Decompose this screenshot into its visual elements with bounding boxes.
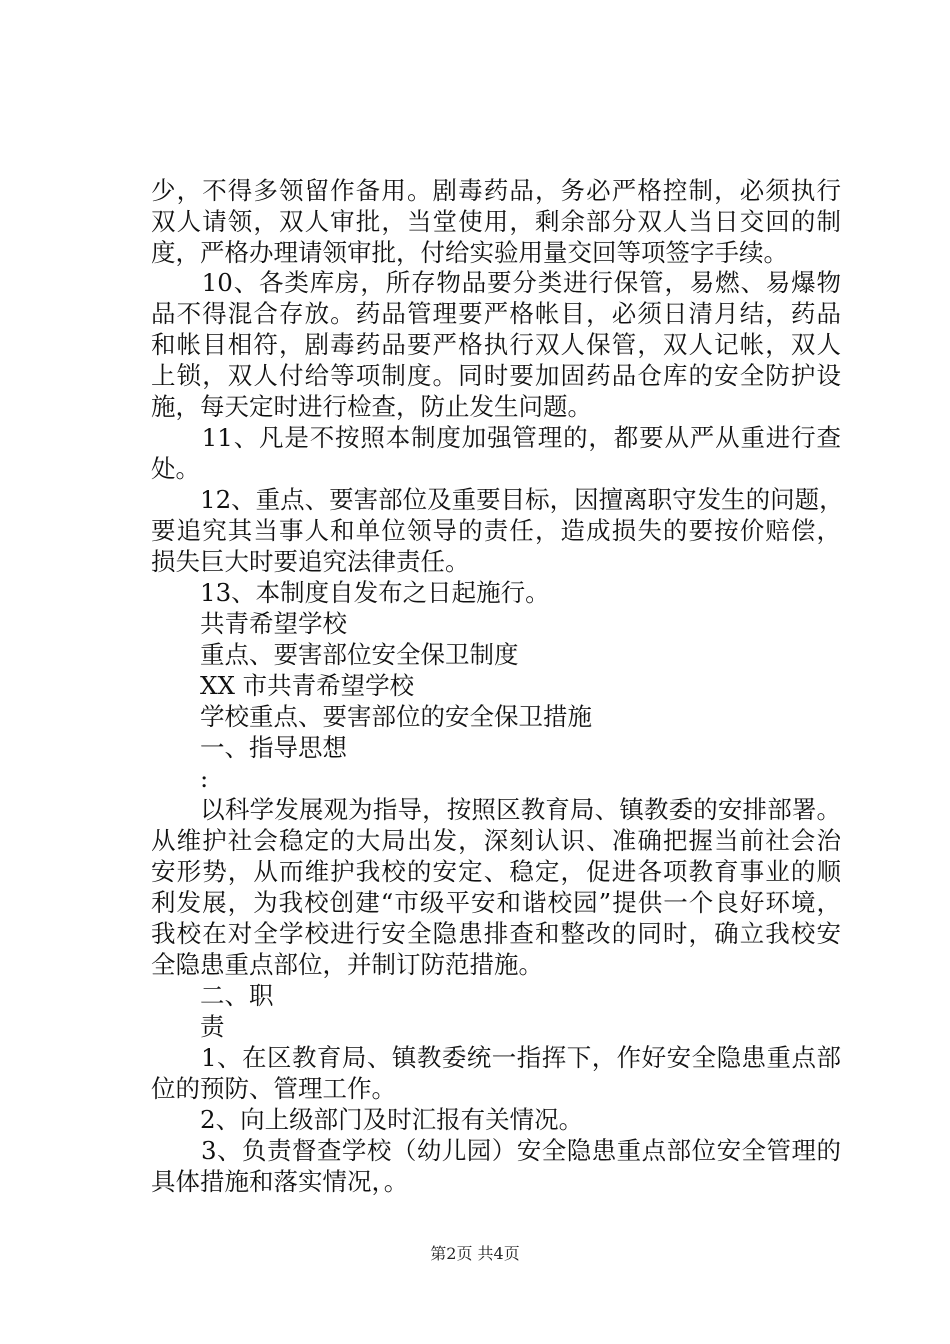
body-text-line: 重点、要害部位安全保卫制度 xyxy=(151,640,519,669)
body-text-line: 责 xyxy=(151,1012,225,1041)
body-text-line: 施，每天定时进行检查，防止发生问题。 xyxy=(151,392,592,421)
body-text-line: 安形势，从而维护我校的安定、稳定，促进各项教育事业的顺 xyxy=(151,857,841,886)
body-text-line: 学校重点、要害部位的安全保卫措施 xyxy=(151,702,592,731)
body-text-line: 损失巨大时要追究法律责任。 xyxy=(151,547,470,576)
body-text-line: 全隐患重点部位，并制订防范措施。 xyxy=(151,950,543,979)
body-text-line: 利发展，为我校创建“市级平安和谐校园”提供一个良好环境， xyxy=(151,888,841,917)
body-text-line: 度，严格办理请领审批，付给实验用量交回等项签字手续。 xyxy=(151,238,788,267)
body-text-line: 少，不得多领留作备用。剧毒药品，务必严格控制，必须执行 xyxy=(151,176,841,205)
body-text-line: 要追究其当事人和单位领导的责任，造成损失的要按价赔偿， xyxy=(151,516,841,545)
body-text-line: 从维护社会稳定的大局出发，深刻认识、准确把握当前社会治 xyxy=(151,826,841,855)
body-text-line: 和帐目相符，剧毒药品要严格执行双人保管，双人记帐，双人 xyxy=(151,330,841,359)
body-text-line: 共青希望学校 xyxy=(151,609,347,638)
body-text-line: 1、在区教育局、镇教委统一指挥下，作好安全隐患重点部 xyxy=(151,1043,841,1072)
body-text-line: 10、各类库房，所存物品要分类进行保管，易燃、易爆物 xyxy=(151,268,841,297)
body-text-line: XX 市共青希望学校 xyxy=(151,671,415,700)
body-text-line: 12、重点、要害部位及重要目标，因擅离职守发生的问题， xyxy=(151,485,844,514)
page-number-footer: 第2页 共4页 xyxy=(430,1244,520,1263)
body-text-line: 上锁，双人付给等项制度。同时要加固药品仓库的安全防护设 xyxy=(151,361,841,390)
body-text-line: : xyxy=(151,764,209,793)
body-text-line: 位的预防、管理工作。 xyxy=(151,1074,396,1103)
body-text-line: 我校在对全学校进行安全隐患排查和整改的同时，确立我校安 xyxy=(151,919,841,948)
body-text-line: 11、凡是不按照本制度加强管理的，都要从严从重进行查 xyxy=(151,423,841,452)
body-text-line: 处。 xyxy=(151,454,200,483)
body-text-line: 双人请领，双人审批，当堂使用，剩余部分双人当日交回的制 xyxy=(151,207,841,236)
body-text-line: 以科学发展观为指导，按照区教育局、镇教委的安排部署。 xyxy=(151,795,841,824)
body-text-line: 品不得混合存放。药品管理要严格帐目，必须日清月结，药品 xyxy=(151,299,841,328)
section-heading: 一、指导思想 xyxy=(151,733,347,762)
body-text-line: 具体措施和落实情况，。 xyxy=(151,1167,409,1196)
body-text-line: 2、向上级部门及时汇报有关情况。 xyxy=(151,1105,584,1134)
body-text-line: 13、本制度自发布之日起施行。 xyxy=(151,578,550,607)
body-text-line: 3、负责督查学校（幼儿园）安全隐患重点部位安全管理的 xyxy=(151,1136,841,1165)
section-heading: 二、职 xyxy=(151,981,274,1010)
